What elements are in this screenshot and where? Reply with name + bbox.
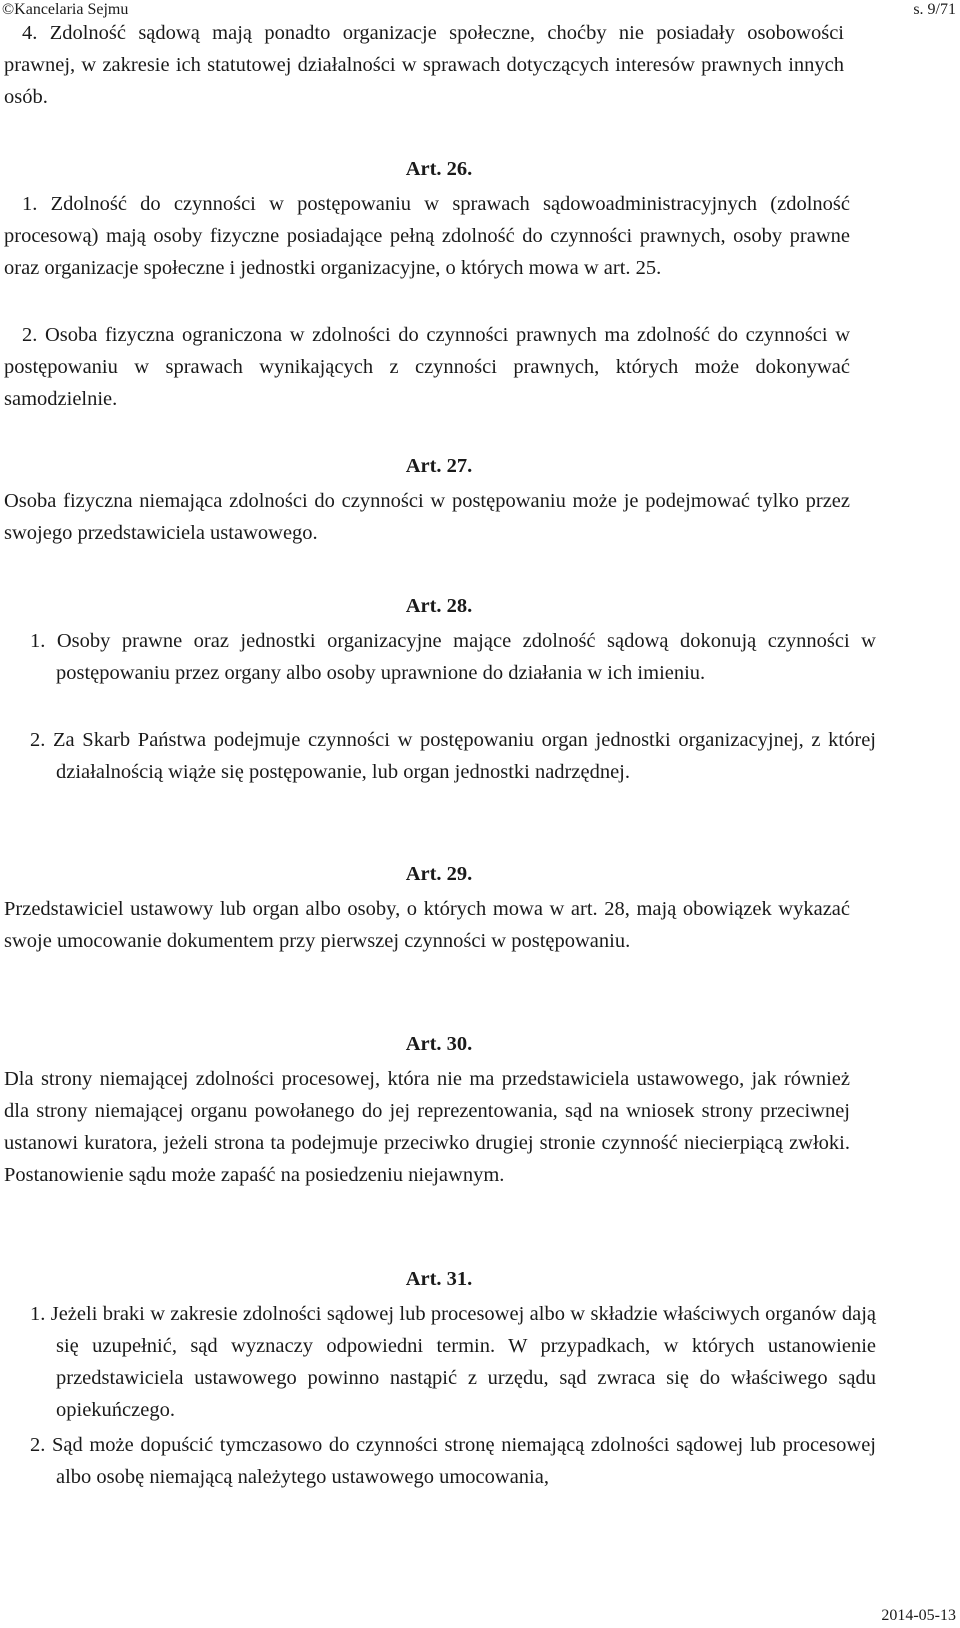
- paragraph-art29: Przedstawiciel ustawowy lub organ albo osoby, o których mowa w art. 28, mają obowiązek wykazać swoje umocowanie dokumentem przy pierwszej czynności w postępowaniu.: [4, 898, 850, 952]
- paragraph-art31-2: 2. Sąd może dopuścić tymczasowo do czynności stronę niemającą zdolności sądowej lub procesowej albo osobę niemającą należytego ustawowego umocowania,: [30, 1434, 876, 1488]
- paragraph-art28-2: 2. Za Skarb Państwa podejmuje czynności w postępowaniu organ jednostki organizacyjnej, z której działalnością wiąże się postępowanie, lub organ jednostki nadrzędnej.: [30, 729, 876, 783]
- paragraph-art31-1: 1. Jeżeli braki w zakresie zdolności sądowej lub procesowej albo w składzie właściwych organów dają się uzupełnić, sąd wyznaczy odpowiedni termin. W przypadkach, w których ustanowienie przedstawiciela ustawowego powinno nastąpić z urzędu, sąd zwraca się do właściwego sądu opiekuńczego.: [30, 1303, 876, 1421]
- header-left: ©Kancelaria Sejmu: [2, 1, 129, 18]
- paragraph-art27: Osoba fizyczna niemająca zdolności do czynności w postępowaniu może je podejmować tylko przez swojego przedstawiciela ustawowego.: [4, 490, 850, 544]
- paragraph-art25-4: 4. Zdolność sądową mają ponadto organizacje społeczne, choćby nie posiadały osobowości prawnej, w zakresie ich statutowej działalności w sprawach dotyczących interesów prawnych innych osób.: [4, 22, 844, 108]
- article-heading-30: Art. 30.: [405, 1033, 473, 1055]
- article-heading-28: Art. 28.: [405, 595, 473, 617]
- article-heading-31: Art. 31.: [405, 1268, 473, 1290]
- article-heading-27: Art. 27.: [405, 455, 473, 477]
- article-heading-29: Art. 29.: [405, 863, 473, 885]
- paragraph-art26-1: 1. Zdolność do czynności w postępowaniu w sprawach sądowoadministracyjnych (zdolność procesową) mają osoby fizyczne posiadające pełną zdolność do czynności prawnych, osoby prawne oraz organizacje społeczne i jednostki organizacyjne, o których mowa w art. 25.: [4, 193, 850, 279]
- paragraph-art28-1: 1. Osoby prawne oraz jednostki organizacyjne mające zdolność sądową dokonują czynności w postępowaniu przez organy albo osoby uprawnione do działania w ich imieniu.: [30, 630, 876, 684]
- article-heading-26: Art. 26.: [405, 158, 473, 180]
- paragraph-art30: Dla strony niemającej zdolności procesowej, która nie ma przedstawiciela ustawowego, jak również dla strony niemającej organu powołanego do jej reprezentowania, sąd na wniosek strony przeciwnej ustanowi kuratora, jeżeli strona ta podejmuje przeciwko drugiej stronie czynność niecierpiącą zwłoki. Postanowienie sądu może zapaść na posiedzeniu niejawnym.: [4, 1068, 850, 1186]
- paragraph-art26-2: 2. Osoba fizyczna ograniczona w zdolności do czynności prawnych ma zdolność do czynności w postępowaniu w sprawach wynikających z czynności prawnych, których może dokonywać samodzielnie.: [4, 324, 850, 410]
- footer-date: 2014-05-13: [881, 1607, 956, 1624]
- page-number: s. 9/71: [913, 1, 956, 18]
